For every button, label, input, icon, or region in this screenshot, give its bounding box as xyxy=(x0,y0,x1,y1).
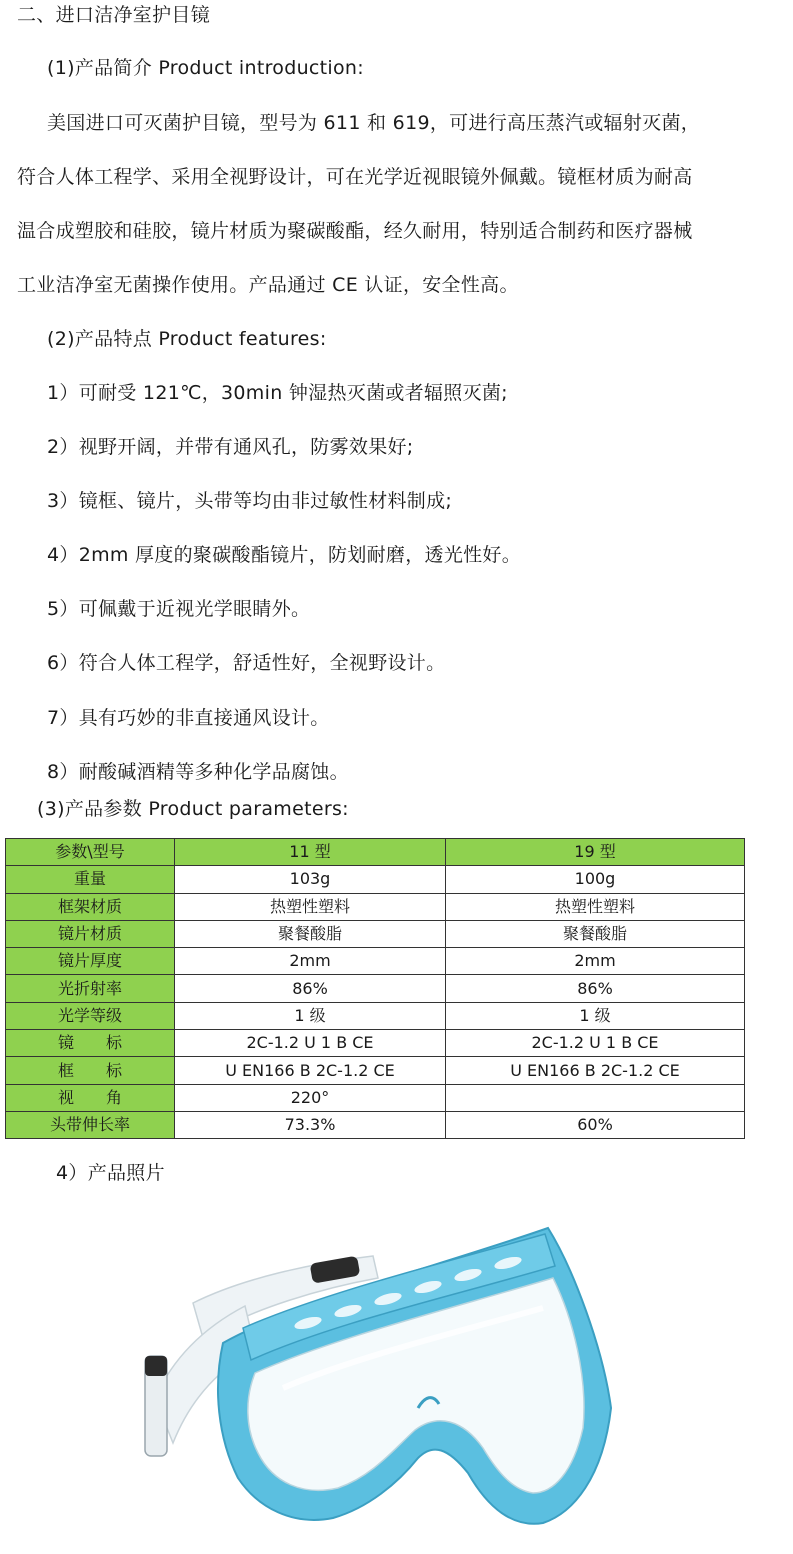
row-label: 框架材质 xyxy=(6,893,175,920)
params-heading: (3)产品参数 Product parameters: xyxy=(37,798,349,820)
strap-buckle xyxy=(145,1356,167,1376)
cell-model-11: 86% xyxy=(175,975,446,1002)
cell-model-11: 73.3% xyxy=(175,1111,446,1138)
table-row xyxy=(6,920,745,947)
table-row xyxy=(6,893,745,920)
intro-line: 工业洁净室无菌操作使用。产品通过 CE 认证，安全性高。 xyxy=(17,274,519,296)
feature-item: 2）视野开阔，并带有通风孔，防雾效果好; xyxy=(47,436,414,458)
row-label: 重量 xyxy=(6,866,175,893)
cell-model-19: 86% xyxy=(446,975,745,1002)
cell-model-11: 2C-1.2 U 1 B CE xyxy=(175,1030,446,1057)
table-header-cell: 11 型 xyxy=(175,839,446,866)
table-row xyxy=(6,1002,745,1029)
cell-model-11: 聚餐酸脂 xyxy=(175,920,446,947)
intro-heading: (1)产品简介 Product introduction: xyxy=(47,57,364,79)
table-header-row xyxy=(6,839,745,866)
cell-model-19: 热塑性塑料 xyxy=(446,893,745,920)
photo-heading: 4）产品照片 xyxy=(56,1162,165,1184)
table-header-cell: 19 型 xyxy=(446,839,745,866)
feature-item: 3）镜框、镜片，头带等均由非过敏性材料制成; xyxy=(47,490,453,512)
row-label: 镜片厚度 xyxy=(6,948,175,975)
cell-model-11: 1 级 xyxy=(175,1002,446,1029)
cell-model-11: 220° xyxy=(175,1084,446,1111)
feature-item: 5）可佩戴于近视光学眼睛外。 xyxy=(47,598,311,620)
cell-model-19: 60% xyxy=(446,1111,745,1138)
cell-model-19: 聚餐酸脂 xyxy=(446,920,745,947)
cell-model-11: 热塑性塑料 xyxy=(175,893,446,920)
cell-model-19: 2mm xyxy=(446,948,745,975)
feature-item: 4）2mm 厚度的聚碳酸酯镜片，防划耐磨，透光性好。 xyxy=(47,544,522,566)
cell-model-11: U EN166 B 2C-1.2 CE xyxy=(175,1057,446,1084)
table-row xyxy=(6,975,745,1002)
cell-model-19 xyxy=(446,1084,745,1111)
cell-model-19: U EN166 B 2C-1.2 CE xyxy=(446,1057,745,1084)
row-label: 光学等级 xyxy=(6,1002,175,1029)
table-row xyxy=(6,1111,745,1138)
intro-line: 美国进口可灭菌护目镜，型号为 611 和 619，可进行高压蒸汽或辐射灭菌， xyxy=(47,112,701,134)
table-row xyxy=(6,1030,745,1057)
cell-model-19: 100g xyxy=(446,866,745,893)
row-label: 镜片材质 xyxy=(6,920,175,947)
cell-model-11: 2mm xyxy=(175,948,446,975)
table-row xyxy=(6,866,745,893)
table-header-cell: 参数\型号 xyxy=(6,839,175,866)
feature-item: 1）可耐受 121℃，30min 钟湿热灭菌或者辐照灭菌; xyxy=(47,382,508,404)
params-table xyxy=(5,838,745,1139)
feature-item: 6）符合人体工程学，舒适性好，全视野设计。 xyxy=(47,652,446,674)
feature-item: 8）耐酸碱酒精等多种化学品腐蚀。 xyxy=(47,761,349,783)
feature-item: 7）具有巧妙的非直接通风设计。 xyxy=(47,707,330,729)
table-row xyxy=(6,948,745,975)
row-label: 光折射率 xyxy=(6,975,175,1002)
features-heading: (2)产品特点 Product features: xyxy=(47,328,327,350)
cell-model-19: 1 级 xyxy=(446,1002,745,1029)
row-label: 框 标 xyxy=(6,1057,175,1084)
row-label: 镜 标 xyxy=(6,1030,175,1057)
goggles-photo xyxy=(133,1208,613,1548)
section-title: 二、进口洁净室护目镜 xyxy=(17,4,211,26)
cell-model-19: 2C-1.2 U 1 B CE xyxy=(446,1030,745,1057)
intro-line: 符合人体工程学、采用全视野设计，可在光学近视眼镜外佩戴。镜框材质为耐高 xyxy=(17,166,693,188)
intro-line: 温合成塑胶和硅胶，镜片材质为聚碳酸酯，经久耐用，特别适合制药和医疗器械 xyxy=(17,220,693,242)
cell-model-11: 103g xyxy=(175,866,446,893)
row-label: 视 角 xyxy=(6,1084,175,1111)
table-row xyxy=(6,1057,745,1084)
row-label: 头带伸长率 xyxy=(6,1111,175,1138)
table-row xyxy=(6,1084,745,1111)
